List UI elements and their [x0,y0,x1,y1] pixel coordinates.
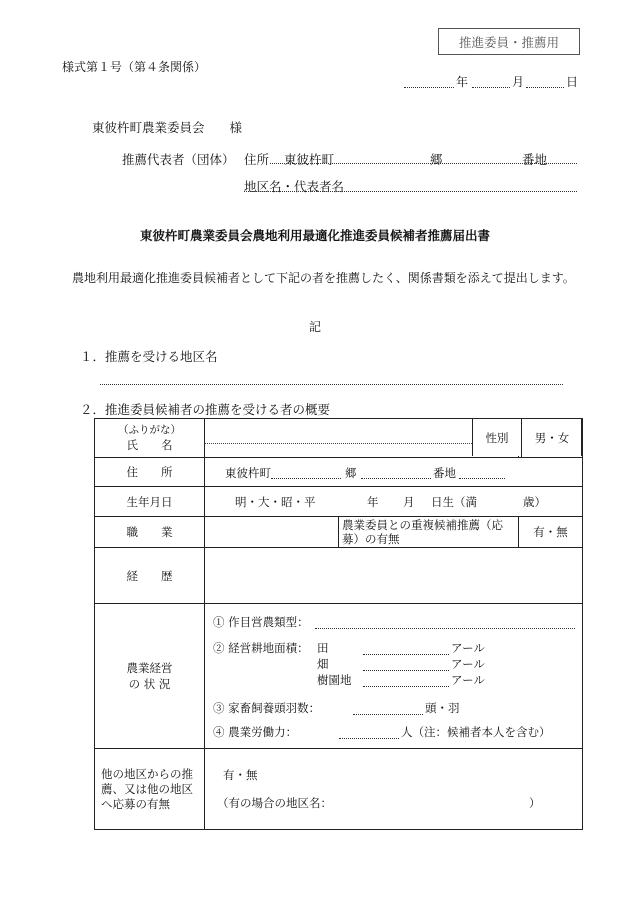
career-input-cell[interactable] [205,548,583,604]
occupation-row [95,517,583,548]
occupation-input-cell[interactable] [205,517,339,548]
date-year-label: 年 [456,75,469,89]
district-name-field[interactable] [100,384,563,385]
name-header-cell [95,419,205,458]
labor-unit: 人（注：候補者本人を含む） [401,725,551,739]
address-lot-field[interactable] [459,478,505,479]
address-town-field[interactable] [271,478,341,479]
land-orchard-label: 樹園地 [317,673,352,687]
career-row [95,548,583,604]
orchard-are-unit: アール [451,673,485,687]
farm-item-area: ② 経営耕地面積： [213,641,309,655]
gender-box [472,418,582,456]
date-month-label: 月 [512,75,525,89]
other-area-row [95,749,583,830]
gender-options[interactable]: 男・女 [534,431,570,445]
address-lot: 番地 [433,466,456,480]
paddy-are-unit: アール [451,641,485,655]
labor-field[interactable] [339,738,399,739]
occupation-label: 職 業 [95,517,205,548]
other-area-label: 他の地区からの推薦、又は他の地区へ応募の有無 [95,749,205,830]
paddy-area-field[interactable] [363,654,449,655]
field-area-field[interactable] [363,670,449,671]
gender-label: 性別 [473,419,522,457]
date-day-label: 日 [566,75,579,89]
date-year-field[interactable] [404,87,454,88]
duplicate-label: 農業委員との重複候補推薦（応募）の有無 [339,517,519,548]
farm-label-2: の 状 況 [128,677,171,691]
birth-input-cell[interactable] [205,487,583,517]
birth-month-label: 月 [403,495,415,509]
farm-row [95,604,583,749]
other-area-close: ） [529,796,541,810]
orchard-area-field[interactable] [363,686,449,687]
form-number: 様式第１号（第４条関係） [62,60,207,74]
usage-stamp: 推進委員・推薦用 [438,28,580,55]
birth-year-label: 年 [367,495,379,509]
land-field-label: 畑 [317,657,329,671]
address-district-field[interactable] [361,478,431,479]
name-label: 氏 名 [126,438,173,452]
other-area-name-label: （有の場合の地区名： [217,796,332,810]
address-town: 東彼杵町 [225,466,271,480]
document-title: 東彼杵町農業委員会農地利用最適化推進委員候補者推薦届出書 [139,228,490,243]
duplicate-yes-no[interactable]: 有・無 [519,517,583,548]
address-district: 郷 [345,466,357,480]
other-area-input-cell[interactable] [205,749,583,830]
addressee: 東彼杵町農業委員会 様 [92,120,243,135]
farm-item-crop: ① 作目営農類型： [213,615,309,629]
farm-label-cell [95,604,205,749]
recommender-name-field[interactable] [244,191,577,192]
livestock-field[interactable] [353,714,423,715]
furigana-label: （ふりがな） [118,424,181,436]
date-day-field[interactable] [526,87,564,88]
farm-label-1: 農業経営 [126,661,173,675]
recommender-label: 推薦代表者（団体） [122,152,235,167]
land-paddy-label: 田 [317,641,329,655]
recommender-town: 東彼杵町 [284,152,335,167]
livestock-unit: 頭・羽 [425,701,460,715]
career-label: 経 歴 [95,548,205,604]
farm-item-livestock: ③ 家畜飼養頭羽数： [213,701,321,715]
birth-eras: 明・大・昭・平 [235,495,316,509]
birth-row [95,487,583,517]
farm-item-labor: ④ 農業労働力： [213,725,298,739]
ki-mark: 記 [308,320,321,334]
birth-age-label: 歳） [523,495,546,509]
crop-type-field[interactable] [315,628,575,629]
address-input-cell[interactable] [205,458,583,487]
recommender-lot: 番地 [522,152,548,167]
address-row [95,458,583,487]
birth-day-label: 日生（満 [431,495,477,509]
birth-label: 生年月日 [95,487,205,517]
field-are-unit: アール [451,657,485,671]
section-1-heading: １．推薦を受ける地区名 [80,349,218,364]
recommender-district: 郷 [430,152,443,167]
address-label: 住 所 [95,458,205,487]
other-yes-no[interactable]: 有・無 [223,768,258,782]
date-month-field[interactable] [472,87,510,88]
section-2-heading: ２．推進委員候補者の推薦を受ける者の概要 [80,402,331,417]
candidate-table [94,418,583,830]
farm-input-cell[interactable] [205,604,583,749]
recommender-address-label: 住所 [244,152,270,167]
intro-text: 農地利用最適化推進委員候補者として下記の者を推薦したく、関係書類を添えて提出します。 [72,271,575,285]
recommender-name-label: 地区名・代表者名 [244,179,345,194]
